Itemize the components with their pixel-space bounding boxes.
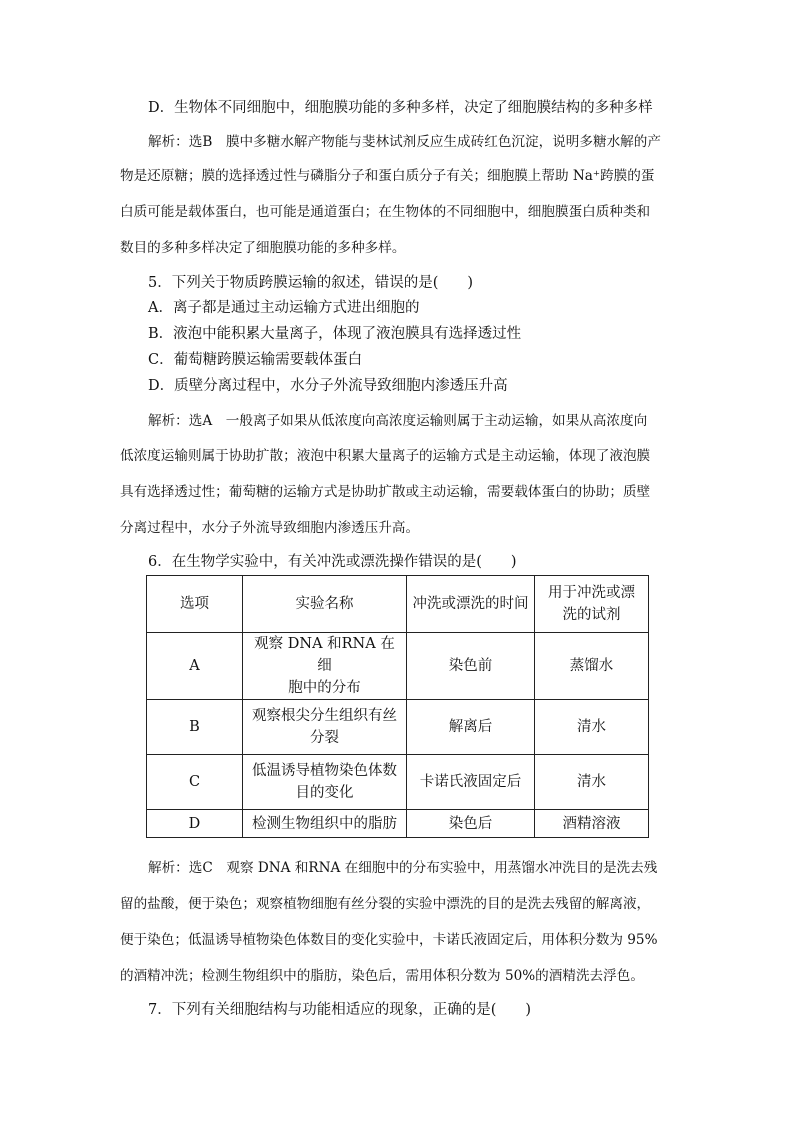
q5-explanation-line-3: 具有选择透过性；葡萄糖的运输方式是协助扩散或主动运输，需要载体蛋白的协助；质壁 xyxy=(120,484,651,500)
q5-option-c: C．葡萄糖跨膜运输需要载体蛋白 xyxy=(148,352,363,368)
table-cell: 观察 DNA 和RNA 在细 胞中的分布 xyxy=(243,633,407,700)
table-cell: D xyxy=(147,810,243,838)
table-cell: 观察根尖分生组织有丝 分裂 xyxy=(243,700,407,755)
table-row xyxy=(147,755,649,810)
table-cell: 低温诱导植物染色体数 目的变化 xyxy=(243,755,407,810)
table-header-cell: 用于冲洗或漂 洗的试剂 xyxy=(535,576,649,633)
q6-explanation-line-4: 的酒精冲洗；检测生物组织中的脂肪，染色后，需用体积分数为 50%的酒精洗去浮色。 xyxy=(120,968,644,984)
q4-explanation-line-1: 解析：选B 膜中多糖水解产物能与斐林试剂反应生成砖红色沉淀，说明多糖水解的产 xyxy=(148,134,661,150)
table-cell: 清水 xyxy=(535,700,649,755)
q4-explanation-line-3: 白质可能是载体蛋白，也可能是通道蛋白；在生物体的不同细胞中，细胞膜蛋白质种类和 xyxy=(120,204,651,220)
q4-explanation-line-2: 物是还原糖；膜的选择透过性与磷脂分子和蛋白质分子有关；细胞膜上帮助 Na⁺跨膜的蛋 xyxy=(120,168,655,184)
q5-explanation-line-4: 分离过程中，水分子外流导致细胞内渗透压升高。 xyxy=(120,520,420,536)
q5-explanation-line-2: 低浓度运输则属于协助扩散；液泡中积累大量离子的运输方式是主动运输，体现了液泡膜 xyxy=(120,448,651,464)
q6-explanation-line-3: 便于染色；低温诱导植物染色体数目的变化实验中，卡诺氏液固定后，用体积分数为 95% xyxy=(120,932,658,948)
table-row xyxy=(147,700,649,755)
table-cell: A xyxy=(147,633,243,700)
table-cell: 酒精溶液 xyxy=(535,810,649,838)
table-header-cell: 实验名称 xyxy=(243,576,407,633)
table-cell: 解离后 xyxy=(407,700,535,755)
q6-explanation-line-1: 解析：选C 观察 DNA 和RNA 在细胞中的分布实验中，用蒸馏水冲洗目的是洗去残 xyxy=(148,860,658,876)
q5-option-b: B．液泡中能积累大量离子，体现了液泡膜具有选择透过性 xyxy=(148,326,522,342)
table-header-cell: 选项 xyxy=(147,576,243,633)
table-cell: 染色前 xyxy=(407,633,535,700)
table-header-cell: 冲洗或漂洗的时间 xyxy=(407,576,535,633)
q6-table xyxy=(146,575,649,838)
q5-explanation-line-1: 解析：选A 一般离子如果从低浓度向高浓度运输则属于主动运输，如果从高浓度向 xyxy=(148,413,648,429)
q7-stem: 7．下列有关细胞结构与功能相适应的现象，正确的是( ) xyxy=(148,1002,532,1018)
table-cell: 检测生物组织中的脂肪 xyxy=(243,810,407,838)
q4-option-d: D．生物体不同细胞中，细胞膜功能的多种多样，决定了细胞膜结构的多种多样 xyxy=(148,100,653,116)
q6-stem: 6．在生物学实验中，有关冲洗或漂洗操作错误的是( ) xyxy=(148,554,517,570)
table-cell: 清水 xyxy=(535,755,649,810)
q4-explanation-line-4: 数目的多种多样决定了细胞膜功能的多种多样。 xyxy=(120,240,406,256)
table-cell: 蒸馏水 xyxy=(535,633,649,700)
table-cell: 卡诺氏液固定后 xyxy=(407,755,535,810)
table-row xyxy=(147,633,649,700)
table-header-row xyxy=(147,576,649,633)
table-cell: B xyxy=(147,700,243,755)
q6-explanation-line-2: 留的盐酸，便于染色；观察植物细胞有丝分裂的实验中漂洗的目的是洗去残留的解离液， xyxy=(120,896,651,912)
table-cell: 染色后 xyxy=(407,810,535,838)
table-row xyxy=(147,810,649,838)
q5-option-a: A．离子都是通过主动运输方式进出细胞的 xyxy=(148,300,420,316)
q5-option-d: D．质壁分离过程中，水分子外流导致细胞内渗透压升高 xyxy=(148,378,508,394)
q5-stem: 5．下列关于物质跨膜运输的叙述，错误的是( ) xyxy=(148,275,474,291)
table-cell: C xyxy=(147,755,243,810)
